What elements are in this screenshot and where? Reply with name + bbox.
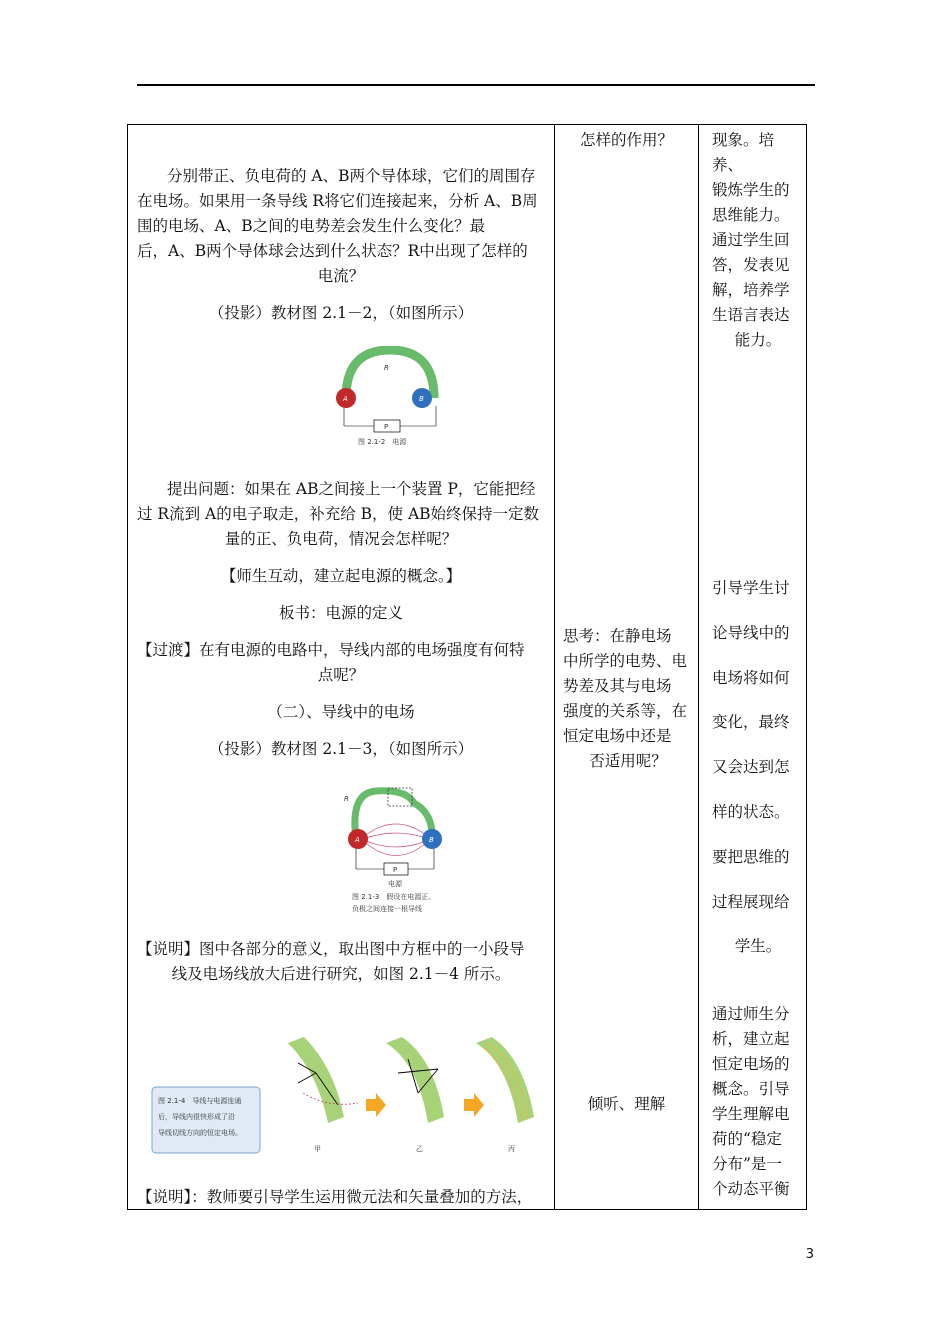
board-note: 板书：电源的定义 — [278, 604, 403, 622]
explain2-line: 【说明】：教师要引导学生运用微元法和矢量叠加的方法， — [137, 1188, 533, 1206]
intent-mid-line-1: 引导学生讨 — [712, 579, 790, 597]
intent-top-line-5: 答，发表见 — [712, 256, 790, 274]
intent-top-line-8: 能力。 — [734, 331, 782, 349]
intent-mid-line-5: 又会达到怎 — [712, 758, 790, 777]
column-divider-2 — [698, 124, 699, 1210]
para2-line-1: 提出问题：如果在 AB之间接上一个装置 P，它能把经 — [167, 480, 536, 498]
para2-line-2: 过 R流到 A的电子取走，补充给 B，使 AB始终保持一定数 — [137, 505, 540, 523]
intent-mid-line-2: 论导线中的 — [712, 623, 790, 642]
fig3-box-line-2: 后，导线内很快形成了沿 — [158, 1113, 235, 1121]
intent-top-line-7: 生语言表达 — [712, 306, 790, 324]
think-line-4: 强度的关系等，在 — [563, 702, 688, 720]
intent-top-line-6: 解，培养学 — [712, 281, 790, 299]
arrow-1-icon — [366, 1093, 386, 1117]
intent-top-line-3: 思维能力。 — [712, 206, 790, 224]
think-line-5: 恒定电场中还是 — [563, 727, 672, 745]
think-line-6: 否适用呢？ — [589, 752, 667, 770]
column-divider-1 — [554, 124, 555, 1210]
fig2-label-a: A — [355, 836, 360, 844]
header-rule — [137, 84, 815, 86]
fig2-caption-title: 电源 — [388, 880, 402, 888]
intent-mid-line-6: 样的状态。 — [712, 802, 790, 821]
projection-2: （投影）教材图 2.1－3，（如图所示） — [208, 740, 474, 758]
fig2-label-p: P — [393, 866, 398, 874]
intent-bottom-line-2: 析，建立起 — [712, 1030, 790, 1048]
para1-line-2: 在电场。如果用一条导线 R将它们连接起来，分析 A、B周 — [137, 192, 538, 210]
fig3-label-yi: 乙 — [416, 1145, 423, 1153]
intent-mid-line-4: 变化，最终 — [712, 713, 790, 732]
fig1-label-r: R — [384, 364, 389, 372]
explain1-line-2: 线及电场线放大后进行研究，如图 2.1－4 所示。 — [171, 965, 511, 983]
arrow-2-icon — [464, 1093, 484, 1117]
fig1-label-p: P — [384, 423, 389, 431]
fig1-label-a: A — [343, 395, 348, 403]
intent-bottom — [712, 1002, 804, 1202]
figure-2-1-4 — [148, 1033, 540, 1165]
student-listen: 倾听、理解 — [587, 1095, 666, 1113]
intent-top-line-1: 现象。培养、 — [712, 131, 775, 174]
think-line-1: 思考：在静电场 — [563, 627, 672, 645]
intent-top-line-2: 锻炼学生的 — [712, 181, 790, 199]
section-heading-2: （二）、导线中的电场 — [267, 703, 415, 721]
student-think — [563, 624, 693, 774]
intent-bottom-line-1: 通过师生分 — [712, 1005, 790, 1023]
para2-line-3: 量的正、负电荷，情况会怎样呢？ — [224, 530, 458, 548]
fig2-label-b: B — [429, 836, 434, 844]
think-line-3: 势差及其与电场 — [563, 677, 672, 695]
intent-mid-line-7: 要把思维的 — [712, 847, 790, 866]
think-line-2: 中所学的电势、电 — [563, 652, 688, 670]
fig3-label-bing: 丙 — [508, 1145, 515, 1153]
para1-line-4: 后，A、B两个导体球会达到什么状态？R中出现了怎样的 — [137, 242, 528, 260]
intent-bottom-line-8: 个动态平衡 — [712, 1180, 790, 1198]
intent-bottom-line-7: 分布”是一 — [712, 1155, 782, 1173]
para1-line-5: 电流？ — [317, 267, 365, 285]
para1-line-1: 分别带正、负电荷的 A、B两个导体球，它们的周围存 — [167, 167, 536, 185]
fig3-box-line-3: 导线切线方向的恒定电场。 — [158, 1129, 242, 1137]
intent-top — [712, 128, 804, 353]
intent-bottom-line-6: 荷的“稳定 — [712, 1130, 782, 1148]
transition-line-1: 【过渡】在有电源的电路中，导线内部的电场强度有何特 — [137, 641, 525, 659]
projection-1: （投影）教材图 2.1－2，（如图所示） — [208, 304, 474, 322]
intent-bottom-line-5: 学生理解电 — [712, 1105, 790, 1123]
intent-top-line-4: 通过学生回 — [712, 231, 790, 249]
intent-mid-line-3: 电场将如何 — [712, 668, 790, 687]
fig3-box-line-1: 图 2.1-4 导线与电源连通 — [158, 1097, 242, 1105]
para1-line-3: 围的电场、A、B之间的电势差会发生什么变化？最 — [137, 217, 486, 235]
fig1-caption: 图 2.1-2 电源 — [358, 438, 407, 446]
fig2-label-r: R — [344, 795, 349, 803]
intent-mid-line-9: 学生。 — [734, 937, 782, 956]
explain1-line-1: 【说明】图中各部分的意义，取出图中方框中的一小段导 — [137, 940, 525, 958]
figure-2-1-2 — [326, 346, 458, 456]
intent-bottom-line-4: 概念。引导 — [712, 1080, 790, 1098]
fig1-label-b: B — [419, 395, 424, 403]
intent-mid-line-8: 过程展现给 — [712, 892, 790, 911]
interaction-note: 【师生互动，建立起电源的概念。】 — [220, 567, 462, 585]
transition-line-2: 点呢？ — [317, 666, 365, 684]
student-top: 怎样的作用？ — [579, 131, 673, 149]
page-number: 3 — [805, 1247, 814, 1262]
intent-mid — [712, 566, 804, 969]
figure-2-1-3 — [336, 783, 456, 918]
intent-bottom-line-3: 恒定电场的 — [712, 1055, 790, 1073]
fig2-caption-1: 图 2.1-3 假设在电源正、 — [352, 893, 436, 901]
fig3-label-jia: 甲 — [314, 1145, 321, 1153]
fig2-caption-2: 负极之间连接一根导线 — [352, 905, 422, 913]
